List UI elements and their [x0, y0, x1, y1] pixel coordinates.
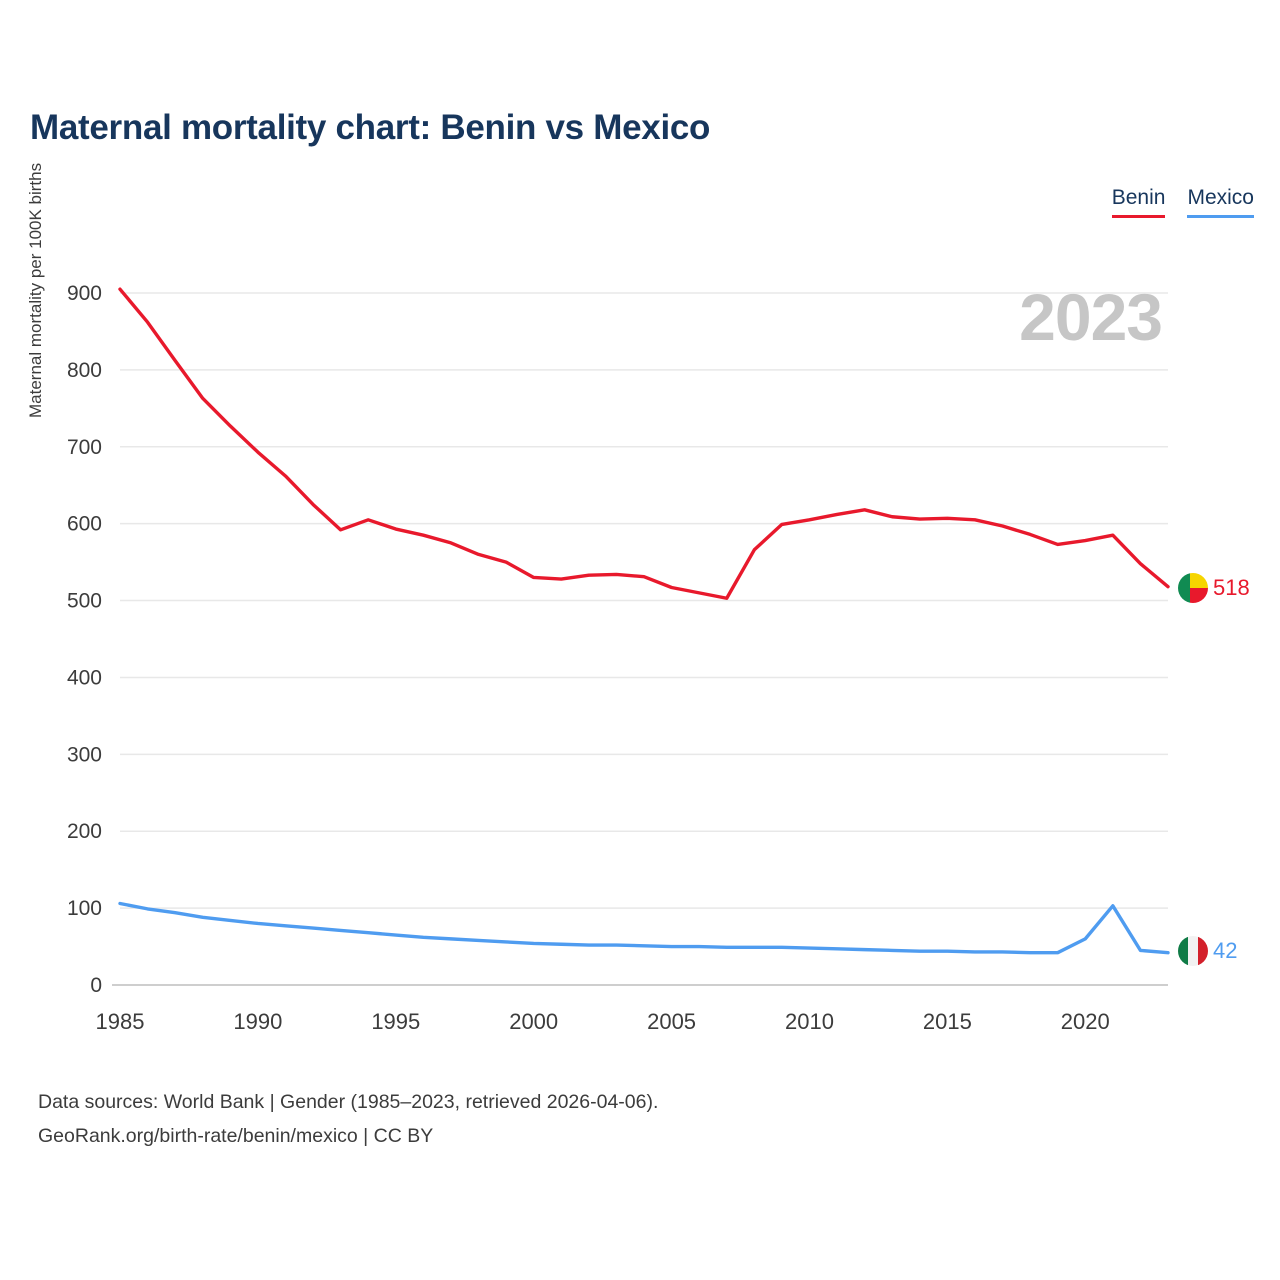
- series-line-benin: [120, 289, 1168, 598]
- end-value-benin: 518: [1213, 575, 1250, 600]
- y-axis-label: Maternal mortality per 100K births: [26, 162, 45, 418]
- series-lines: [120, 289, 1168, 953]
- y-tick-label: 900: [66, 282, 102, 305]
- year-watermark: 2023: [1019, 280, 1162, 354]
- x-tick-label: 2020: [1060, 1009, 1110, 1034]
- footer-line-1: Data sources: World Bank | Gender (1985–2023, retrieved 2026-04-06).: [38, 1091, 659, 1113]
- legend-item-mexico[interactable]: Mexico: [1187, 186, 1254, 218]
- gridlines: [120, 293, 1168, 908]
- x-tick-labels: [96, 1009, 1110, 1034]
- end-value-mexico: 42: [1213, 938, 1238, 963]
- series-line-mexico: [120, 903, 1168, 952]
- y-tick-label: 200: [66, 820, 102, 844]
- y-tick-label: 700: [66, 435, 102, 459]
- x-tick-label: 2010: [784, 1009, 834, 1034]
- y-tick-labels: [67, 282, 102, 997]
- y-tick-label: 400: [66, 666, 102, 690]
- y-tick-label: 300: [66, 743, 102, 767]
- benin-flag-icon: [1178, 573, 1208, 603]
- x-tick-label: 2015: [922, 1009, 972, 1034]
- legend-item-benin[interactable]: Benin: [1112, 186, 1166, 218]
- x-tick-label: 1985: [95, 1009, 145, 1034]
- y-tick-label: 0: [90, 974, 102, 997]
- page-title: Maternal mortality chart: Benin vs Mexico: [30, 108, 711, 147]
- y-tick-label: 500: [66, 589, 102, 613]
- y-tick-label: 100: [66, 897, 102, 921]
- x-tick-label: 2000: [509, 1009, 559, 1034]
- footer-line-2: GeoRank.org/birth-rate/benin/mexico | CC BY: [38, 1125, 434, 1148]
- x-tick-label: 2005: [647, 1009, 697, 1034]
- y-tick-label: 800: [66, 358, 102, 382]
- y-tick-label: 600: [66, 512, 102, 536]
- mexico-flag-icon: [1178, 936, 1208, 966]
- x-tick-label: 1995: [371, 1009, 421, 1034]
- x-tick-label: 1990: [233, 1009, 283, 1034]
- footer-sources: [38, 1085, 658, 1153]
